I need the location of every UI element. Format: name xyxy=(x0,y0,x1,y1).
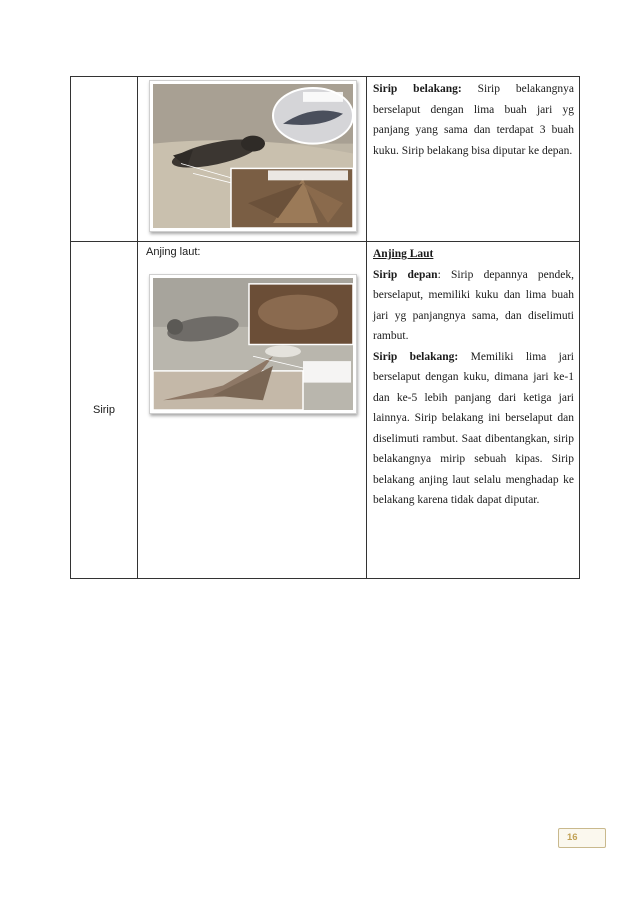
image-caption: Anjing laut: xyxy=(146,246,201,258)
fin-back-label: Sirip belakang: xyxy=(373,83,462,95)
description-cell: Anjing Laut Sirip depan: Sirip depannya pendek, berselaput, memiliki kuku dan lima buah jari yg panjangnya sama, dan diselimuti rambut. Sirip belakang: Memiliki lima jari berselaput dengan kuku, dimana jari ke-1 dan ke-5 lebih panjang dari ketiga jari lainnya. Sirip belakang ini berselaput dan diselimuti rambut. Saat dibentangkan, sirip belakangnya mirip sebuah kipas. Sirip belakang anjing laut selalu menghadap ke belakang karena tidak dapat diputar. xyxy=(367,242,580,579)
seal-flipper-photo xyxy=(149,274,357,414)
row-label-cell-empty xyxy=(71,77,138,242)
table-row xyxy=(71,242,580,579)
fin-back-label: Sirip belakang: xyxy=(373,350,459,363)
table-row xyxy=(71,77,580,242)
image-cell xyxy=(138,242,367,579)
row-label-cell xyxy=(71,242,138,579)
row-label: Sirip xyxy=(92,404,115,416)
fin-front-text: Sirip depannya pendek, berselaput, memiliki kuku dan lima buah jari yg panjangnya sama, dan diselimuti rambut. xyxy=(373,268,575,342)
sea-lion-flipper-photo xyxy=(149,80,357,232)
fin-back-text: Memiliki lima jari berselaput dengan kuku, dimana jari ke-1 dan ke-5 lebih panjang dari ketiga jari lainnya. Sirip belakang ini berselaput dan diselimuti rambut. Saat dibentangkan, sirip belakangnya mirip sebuah kipas. Sirip belakang anjing laut selalu menghadap ke belakang karena tidak dapat diputar. xyxy=(373,350,574,506)
section-heading: Anjing Laut xyxy=(373,248,434,260)
comparison-table xyxy=(70,76,580,579)
fin-front-label: Sirip depan xyxy=(373,268,438,281)
fin-back-text: Sirip belakangnya berselaput dengan lima buah jari yg panjang yang sama dan terdapat 3 buah kuku. Sirip belakang bisa diputar ke depan. xyxy=(373,83,575,157)
image-cell xyxy=(138,77,367,242)
page-number: 16 xyxy=(558,828,606,848)
description-cell xyxy=(367,77,580,242)
